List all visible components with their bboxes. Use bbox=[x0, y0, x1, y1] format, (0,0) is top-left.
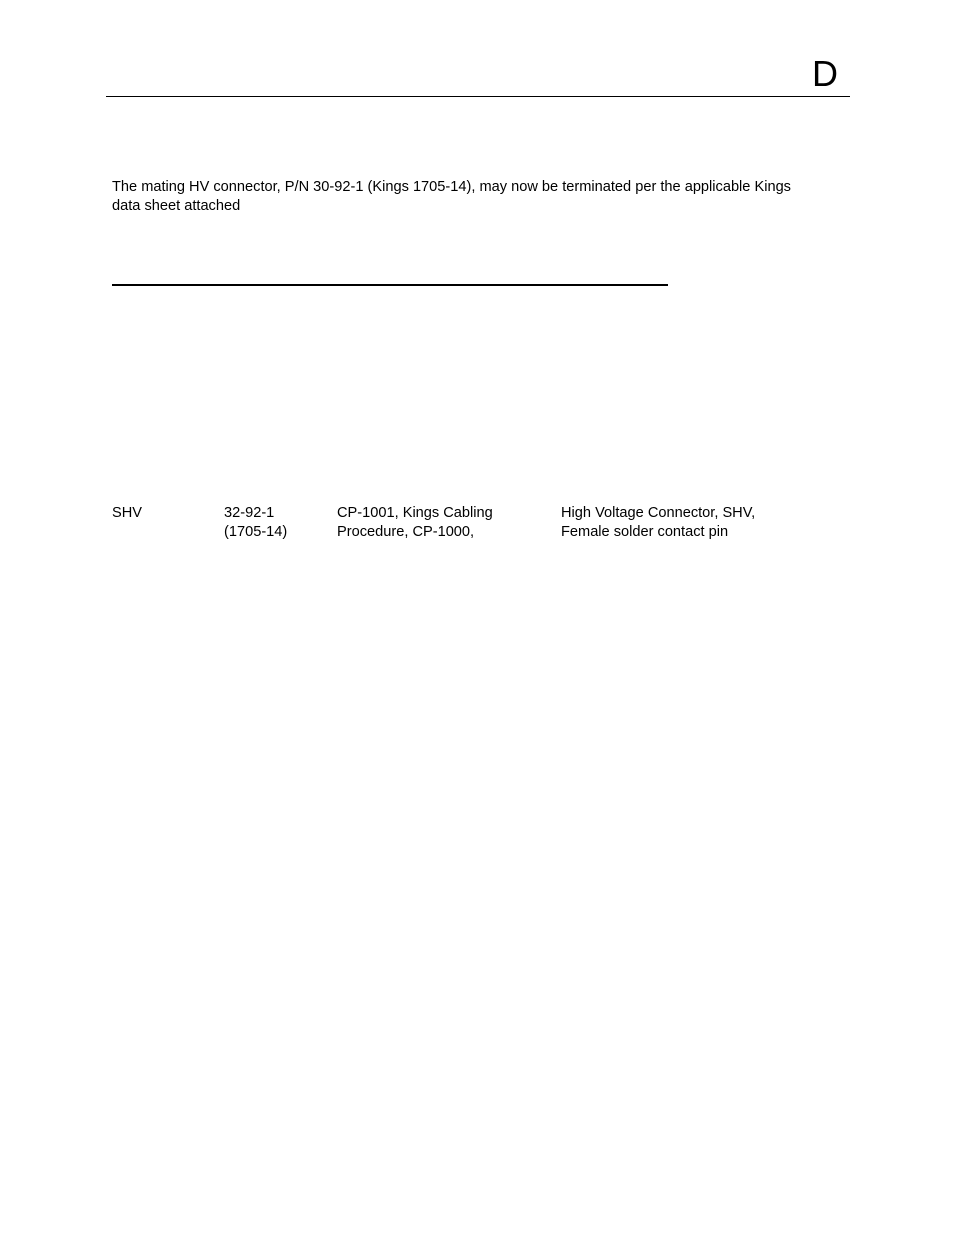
procedure-line: CP-1001, Kings Cabling bbox=[337, 505, 493, 521]
procedure-cell bbox=[337, 504, 557, 541]
kings-part-number: (1705-14) bbox=[224, 523, 288, 540]
body-paragraph bbox=[112, 178, 848, 215]
procedure-line: Procedure, CP-1000, bbox=[337, 523, 475, 540]
part-number: 32-92-1 bbox=[224, 505, 275, 521]
section-divider bbox=[112, 284, 668, 286]
connector-type: SHV bbox=[112, 505, 143, 521]
description-cell bbox=[561, 504, 841, 541]
table-row bbox=[112, 504, 852, 544]
paragraph-line: The mating HV connector, P/N 30-92-1 (Kings 1705-14), may now be terminated per the applicable Kings bbox=[112, 179, 791, 195]
header-divider bbox=[106, 96, 850, 97]
description-line: High Voltage Connector, SHV, bbox=[561, 505, 756, 521]
description-line: Female solder contact pin bbox=[561, 523, 729, 540]
part-number-cell bbox=[224, 504, 334, 541]
paragraph-line: data sheet attached bbox=[112, 197, 241, 214]
appendix-letter: D bbox=[812, 53, 838, 94]
connector-type-cell bbox=[112, 504, 212, 523]
